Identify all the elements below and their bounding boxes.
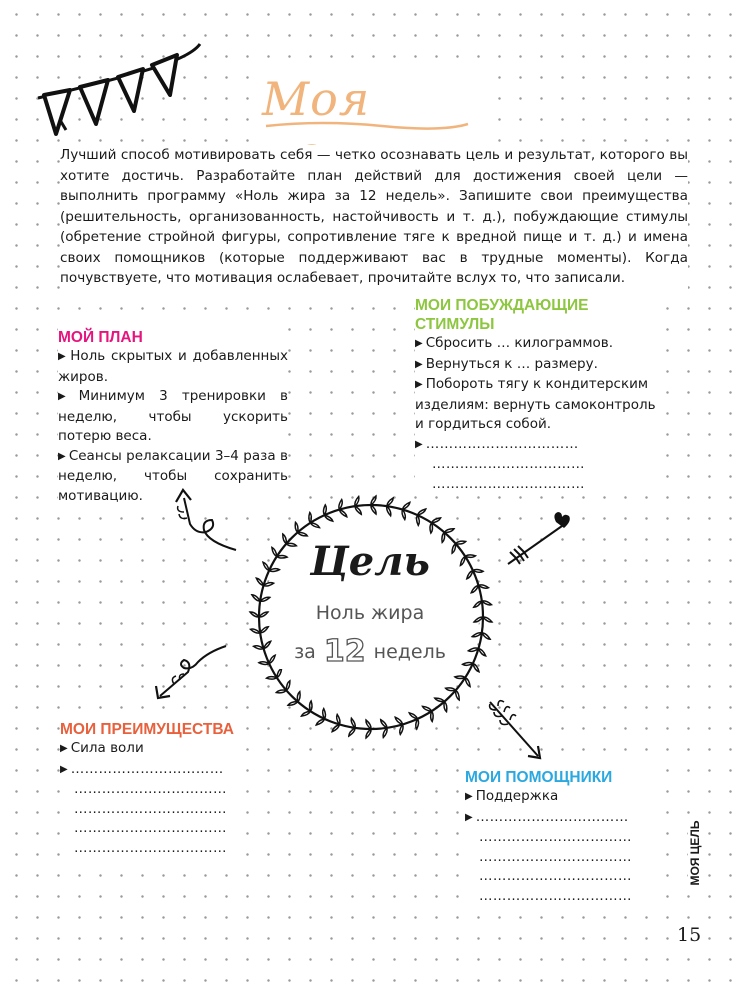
blank-line[interactable]: ▶ …………………………… <box>60 760 224 777</box>
side-tab: МОЯ ЦЕЛЬ <box>688 820 702 886</box>
list-item: ▶ Сеансы релаксации 3–4 раза в неделю, чтобы сохранить мотивацию. <box>58 447 288 504</box>
wreath-leaf <box>276 690 286 693</box>
wreath-leaf <box>252 595 260 601</box>
intro-paragraph: Лучший способ мотивировать себя — четко осознавать цель и результат, которого вы хотите достичь. Разработайте план действий для достижения своей цели — выполнить программу «Ноль жира за 12 недель». Запишите свои преимущества (решительность, организованность, настойчивость и т. д.), побуждающие стимулы (обретение стройной фигуры, сопротивление тяге к вредной пище и т. д.) и имена своих помощников (которые поддерживают вас в трудные моменты). Когда почувствуете, что мотивация ослабевает, прочитайте вслух то, что записали. <box>60 145 688 289</box>
wreath-leaf <box>444 529 454 533</box>
stimuli-heading: МОИ ПОБУЖДАЮЩИЕ СТИМУЛЫ <box>415 296 661 334</box>
wreath-leaf <box>416 719 419 729</box>
stimuli-section <box>415 296 661 494</box>
page-number: 15 <box>674 924 704 946</box>
wreath-leaf <box>479 649 486 656</box>
wreath-leaf <box>387 498 393 506</box>
bullet-triangle-icon: ▶ <box>415 338 423 349</box>
blank-line[interactable]: …………………………… <box>74 839 227 856</box>
leafy-arrow-bottom-right-icon <box>484 696 548 764</box>
bullet-triangle-icon: ▶ <box>415 379 423 390</box>
blank-line[interactable]: …………………………… <box>74 781 227 797</box>
bullet-triangle-icon: ▶ <box>415 358 423 370</box>
advantages-section <box>60 720 244 858</box>
wreath-leaf <box>283 534 287 544</box>
wreath-leaf <box>349 728 355 736</box>
wreath-leaf <box>259 662 269 665</box>
bullet-triangle-icon: ▶ <box>60 763 68 775</box>
wreath-leaf <box>403 502 410 509</box>
blank-line[interactable]: …………………………… <box>479 868 632 884</box>
title-underline-flourish <box>262 118 472 132</box>
goal-label: Цель <box>310 538 430 585</box>
bullet-triangle-icon: ▶ <box>60 743 68 754</box>
wreath-leaf <box>482 633 490 639</box>
helpers-section <box>465 768 649 906</box>
wreath-leaf <box>323 505 326 515</box>
page-title: Моя <box>262 72 482 180</box>
list-item: ▶ Вернуться к … размеру. <box>415 355 598 372</box>
wreath-leaf <box>473 569 483 572</box>
goal-line-1: Ноль жира <box>280 602 460 624</box>
list-item: ▶ Поддержка <box>465 788 559 804</box>
wreath-leaf <box>444 702 447 712</box>
wreath-leaf <box>332 725 339 732</box>
list-item: ▶ Сила воли <box>60 740 144 756</box>
bullet-triangle-icon: ▶ <box>58 391 76 402</box>
wreath-leaf <box>301 711 310 716</box>
list-item: ▶ Побороть тягу к кондитерским изделиям: вернуть самоконтроль и гордиться собой. <box>415 376 656 432</box>
blank-line[interactable]: …………………………… <box>74 800 227 817</box>
wreath-leaf <box>473 664 479 672</box>
bullet-triangle-icon: ▶ <box>465 791 473 802</box>
blank-line[interactable]: …………………………… <box>74 820 227 836</box>
wreath-leaf <box>263 562 269 570</box>
wreath-leaf <box>267 677 277 680</box>
blank-line[interactable]: ▶ …………………………… <box>465 808 629 825</box>
wreath-leaf <box>431 711 434 721</box>
bullet-triangle-icon: ▶ <box>58 351 68 362</box>
wreath-leaf <box>366 729 371 738</box>
blank-line[interactable]: …………………………… <box>432 456 585 472</box>
list-item: ▶ Сбросить … килограммов. <box>415 335 614 351</box>
blank-line[interactable]: …………………………… <box>432 475 585 492</box>
curly-arrow-top-left-icon <box>168 486 240 556</box>
curly-arrow-bottom-left-icon <box>148 640 230 704</box>
advantages-heading: МОИ ПРЕИМУЩЕСТВА <box>60 720 244 739</box>
wreath-leaf <box>371 496 376 505</box>
goal-number: 12 <box>323 634 366 669</box>
bullet-triangle-icon: ▶ <box>465 811 473 823</box>
list-item: ▶ Минимум 3 тренировки в неделю, чтобы ускорить потерю веса. <box>58 388 288 444</box>
wreath-leaf <box>418 509 426 515</box>
goal-line-2: за 12 недель <box>280 634 460 669</box>
bunting-decoration <box>30 38 210 138</box>
blank-line[interactable]: …………………………… <box>479 887 632 904</box>
wreath-leaf <box>456 541 466 544</box>
wreath-leaf <box>295 522 298 532</box>
wreath-leaf <box>465 555 475 558</box>
heart-arrow-icon <box>502 508 576 570</box>
plan-heading: МОЙ ПЛАН <box>58 328 288 347</box>
wreath-leaf <box>316 719 324 725</box>
bullet-triangle-icon: ▶ <box>58 450 66 462</box>
blank-line[interactable]: …………………………… <box>479 829 632 845</box>
wreath-leaf <box>309 513 312 523</box>
list-item: ▶ Ноль скрытых и добавленных жиров. <box>58 348 288 385</box>
blank-line[interactable]: ▶ …………………………… <box>415 435 579 452</box>
wreath-leaf <box>256 578 263 585</box>
bullet-triangle-icon: ▶ <box>415 438 423 450</box>
wreath-leaf <box>288 702 298 706</box>
blank-line[interactable]: …………………………… <box>479 848 632 865</box>
wreath-leaf <box>483 617 492 622</box>
wreath-leaf <box>456 690 460 700</box>
wreath-leaf <box>432 518 441 523</box>
wreath-leaf <box>272 547 277 556</box>
helpers-heading: МОИ ПОМОЩНИКИ <box>465 768 649 787</box>
wreath-leaf <box>250 612 259 617</box>
wreath-leaf <box>465 678 470 687</box>
